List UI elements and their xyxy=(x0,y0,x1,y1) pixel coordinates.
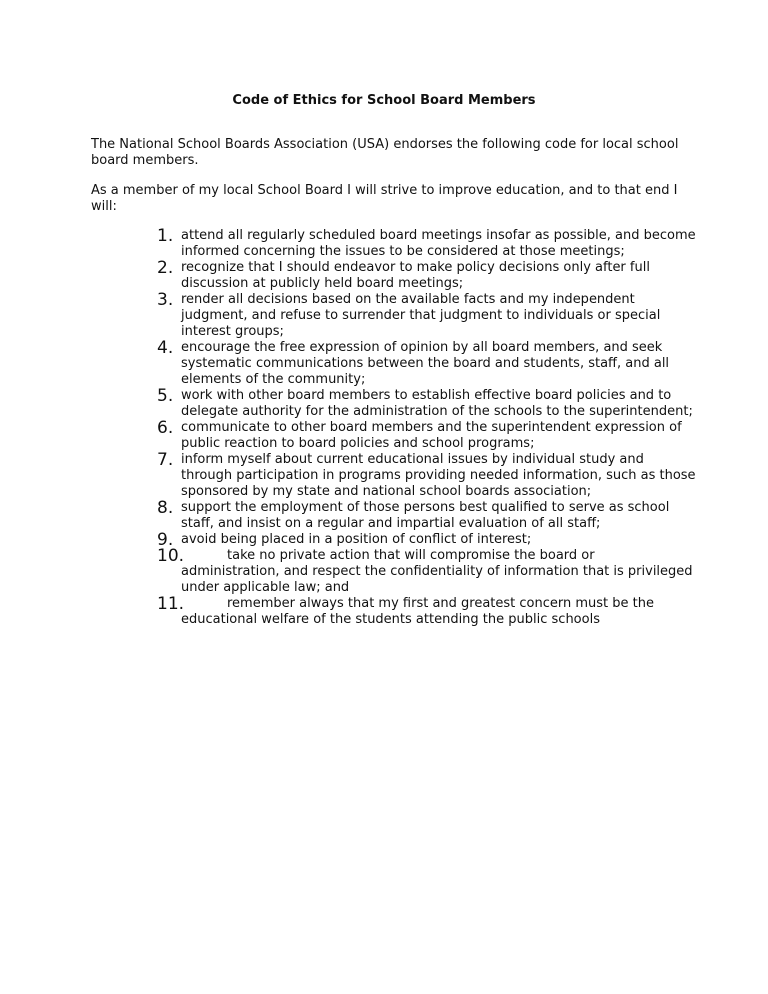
list-item xyxy=(157,500,697,532)
item-number: 9. xyxy=(157,530,174,550)
item-text: remember always that my first and greatest concern must be the educational welfare of the students attending the public schools xyxy=(181,596,655,627)
item-text: support the employment of those persons best qualified to serve as school staff, and insist on a regular and impartial evaluation of all staff; xyxy=(181,500,670,531)
item-number: 10. xyxy=(157,546,185,566)
item-text: attend all regularly scheduled board meetings insofar as possible, and become informed concerning the issues to be considered at those meetings; xyxy=(181,228,696,259)
list-item xyxy=(157,532,697,548)
list-item xyxy=(157,228,697,260)
document-title: Code of Ethics for School Board Members xyxy=(232,93,536,108)
lead-paragraph: As a member of my local School Board I will strive to improve education, and to that end I will: xyxy=(91,183,678,214)
item-number: 5. xyxy=(157,386,174,406)
list-item xyxy=(157,596,697,628)
intro-paragraph: The National School Boards Association (USA) endorses the following code for local school board members. xyxy=(91,137,679,168)
item-number: 3. xyxy=(157,290,174,310)
item-number: 2. xyxy=(157,258,174,278)
item-text: render all decisions based on the available facts and my independent judgment, and refuse to surrender that judgment to individuals or special interest groups; xyxy=(181,292,661,339)
list-item xyxy=(157,420,697,452)
item-number: 11. xyxy=(157,594,185,614)
list-item xyxy=(157,452,697,500)
item-text: recognize that I should endeavor to make policy decisions only after full discussion at publicly held board meetings; xyxy=(181,260,650,291)
item-text: work with other board members to establish effective board policies and to delegate authority for the administration of the schools to the superintendent; xyxy=(181,388,693,419)
item-text: avoid being placed in a position of conflict of interest; xyxy=(181,532,532,547)
item-number: 8. xyxy=(157,498,174,518)
item-text: communicate to other board members and the superintendent expression of public reaction to board policies and school programs; xyxy=(181,420,682,451)
item-number: 7. xyxy=(157,450,174,470)
list-item xyxy=(157,292,697,340)
list-item xyxy=(157,548,697,596)
item-text: inform myself about current educational issues by individual study and through participation in programs providing needed information, such as those sponsored by my state and national school boards association; xyxy=(181,452,696,499)
item-text: take no private action that will compromise the board or administration, and respect the confidentiality of information that is privileged under applicable law; and xyxy=(181,548,693,595)
list-item xyxy=(157,388,697,420)
item-number: 6. xyxy=(157,418,174,438)
item-number: 4. xyxy=(157,338,174,358)
ethics-list xyxy=(157,228,697,628)
list-item xyxy=(157,340,697,388)
list-item xyxy=(157,260,697,292)
item-text: encourage the free expression of opinion by all board members, and seek systematic communications between the board and students, staff, and all elements of the community; xyxy=(181,340,670,387)
item-number: 1. xyxy=(157,226,174,246)
